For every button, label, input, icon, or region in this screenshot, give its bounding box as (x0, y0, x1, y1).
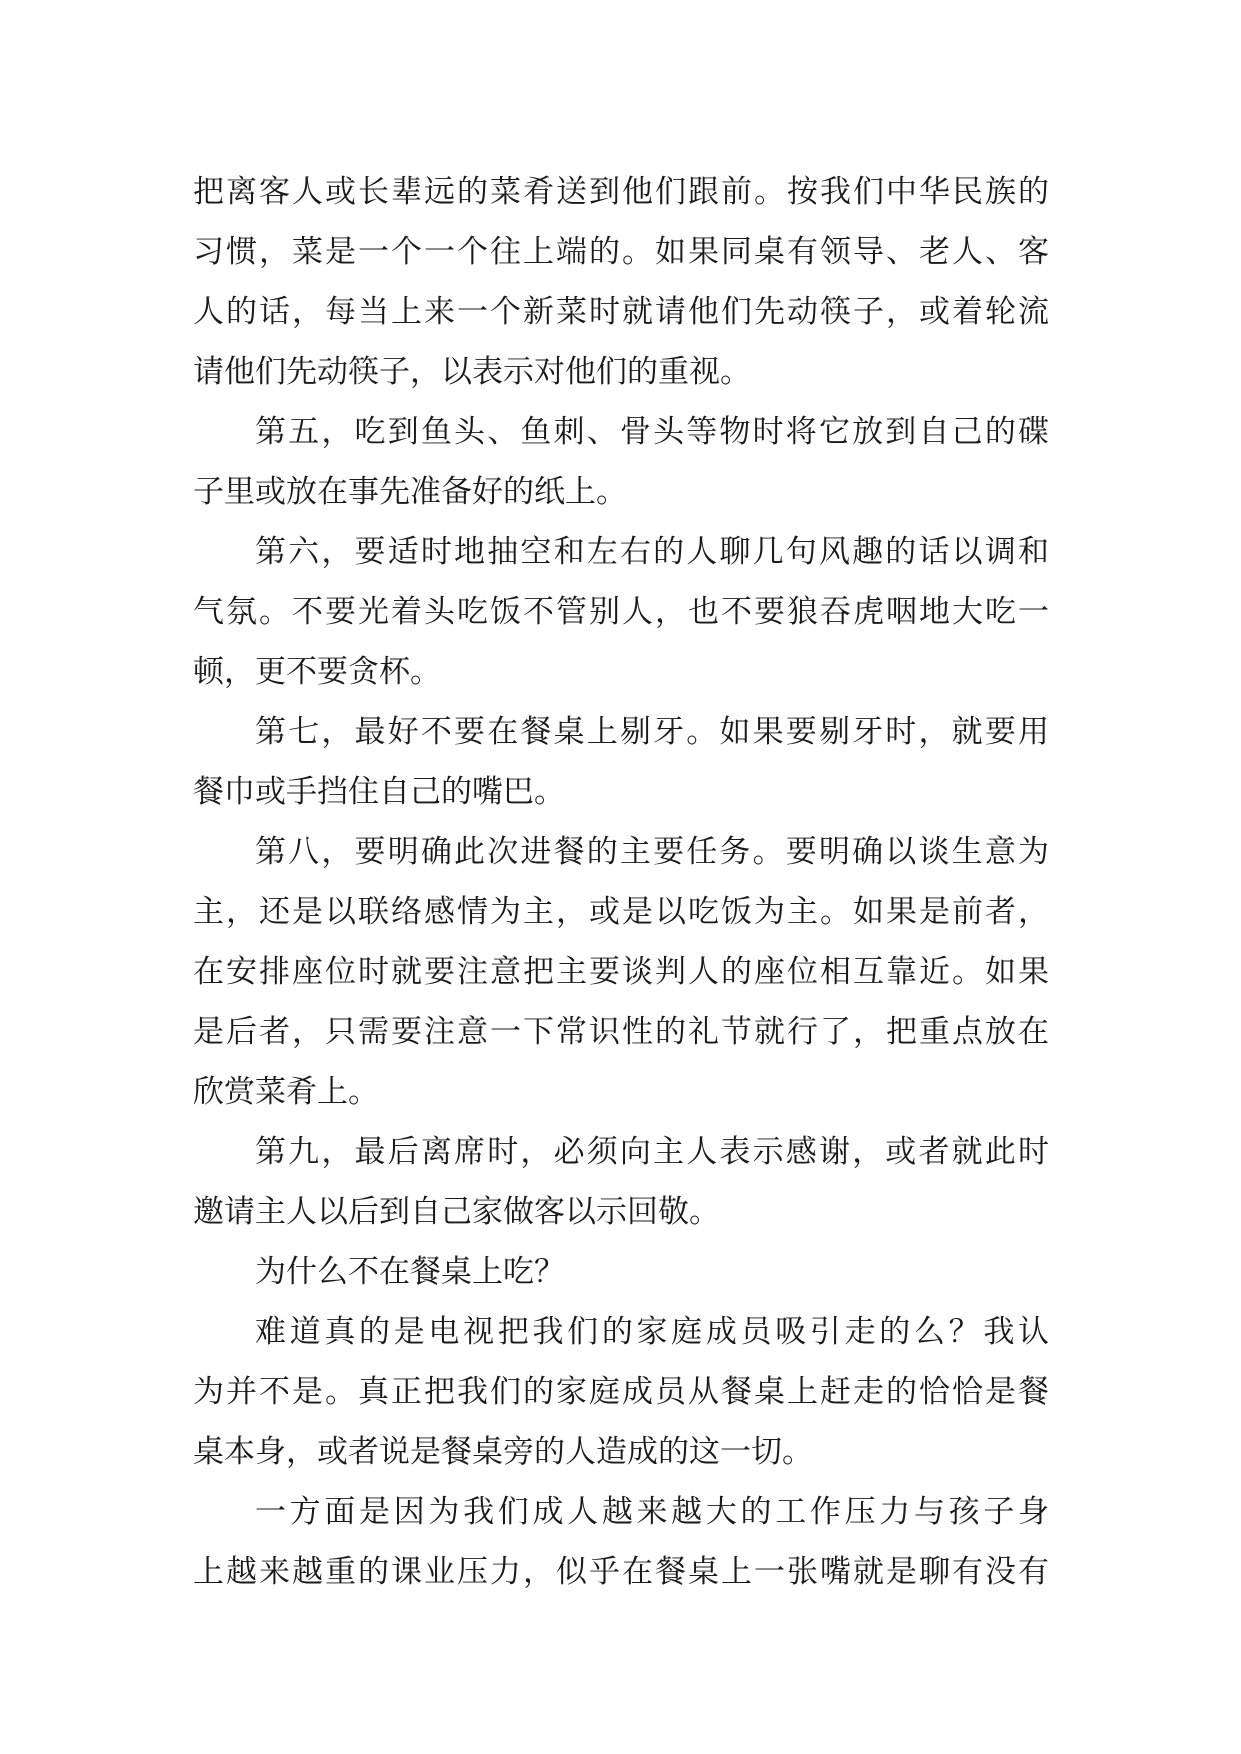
text-line: 欣赏菜肴上。 (193, 1074, 379, 1110)
text-line: 第七，最好不要在餐桌上剔牙。如果要剔牙时，就要用 (255, 714, 1049, 750)
text-line: 主，还是以联络感情为主，或是以吃饭为主。如果是前者， (193, 894, 1049, 930)
text-line: 餐巾或手挡住自己的嘴巴。 (193, 774, 565, 810)
text-line: 一方面是因为我们成人越来越大的工作压力与孩子身 (255, 1494, 1049, 1530)
text-line: 是后者，只需要注意一下常识性的礼节就行了，把重点放在 (193, 1014, 1049, 1050)
text-line: 第五，吃到鱼头、鱼刺、骨头等物时将它放到自己的碟 (255, 414, 1049, 450)
text-line: 第九，最后离席时，必须向主人表示感谢，或者就此时 (255, 1134, 1049, 1170)
text-line: 顿，更不要贪杯。 (193, 654, 441, 690)
text-line: 第六，要适时地抽空和左右的人聊几句风趣的话以调和 (255, 534, 1049, 570)
text-line: 习惯，菜是一个一个往上端的。如果同桌有领导、老人、客 (193, 234, 1049, 270)
body-text (193, 162, 1049, 1602)
text-line: 把离客人或长辈远的菜肴送到他们跟前。按我们中华民族的 (193, 174, 1049, 210)
text-line: 邀请主人以后到自己家做客以示回敬。 (193, 1194, 720, 1230)
text-line: 请他们先动筷子，以表示对他们的重视。 (193, 354, 751, 390)
text-line: 桌本身，或者说是餐桌旁的人造成的这一切。 (193, 1434, 813, 1470)
text-line: 气氛。不要光着头吃饭不管别人，也不要狼吞虎咽地大吃一 (193, 594, 1049, 630)
text-line: 第八，要明确此次进餐的主要任务。要明确以谈生意为 (255, 834, 1049, 870)
text-line: 为并不是。真正把我们的家庭成员从餐桌上赶走的恰恰是餐 (193, 1374, 1049, 1410)
text-line: 子里或放在事先准备好的纸上。 (193, 474, 627, 510)
text-line: 上越来越重的课业压力，似乎在餐桌上一张嘴就是聊有没有 (193, 1554, 1049, 1590)
text-line: 在安排座位时就要注意把主要谈判人的座位相互靠近。如果 (193, 954, 1049, 990)
section-heading: 为什么不在餐桌上吃？ (255, 1254, 565, 1290)
text-line: 人的话，每当上来一个新菜时就请他们先动筷子，或着轮流 (193, 294, 1049, 330)
text-line: 难道真的是电视把我们的家庭成员吸引走的么？我认 (255, 1314, 1049, 1350)
